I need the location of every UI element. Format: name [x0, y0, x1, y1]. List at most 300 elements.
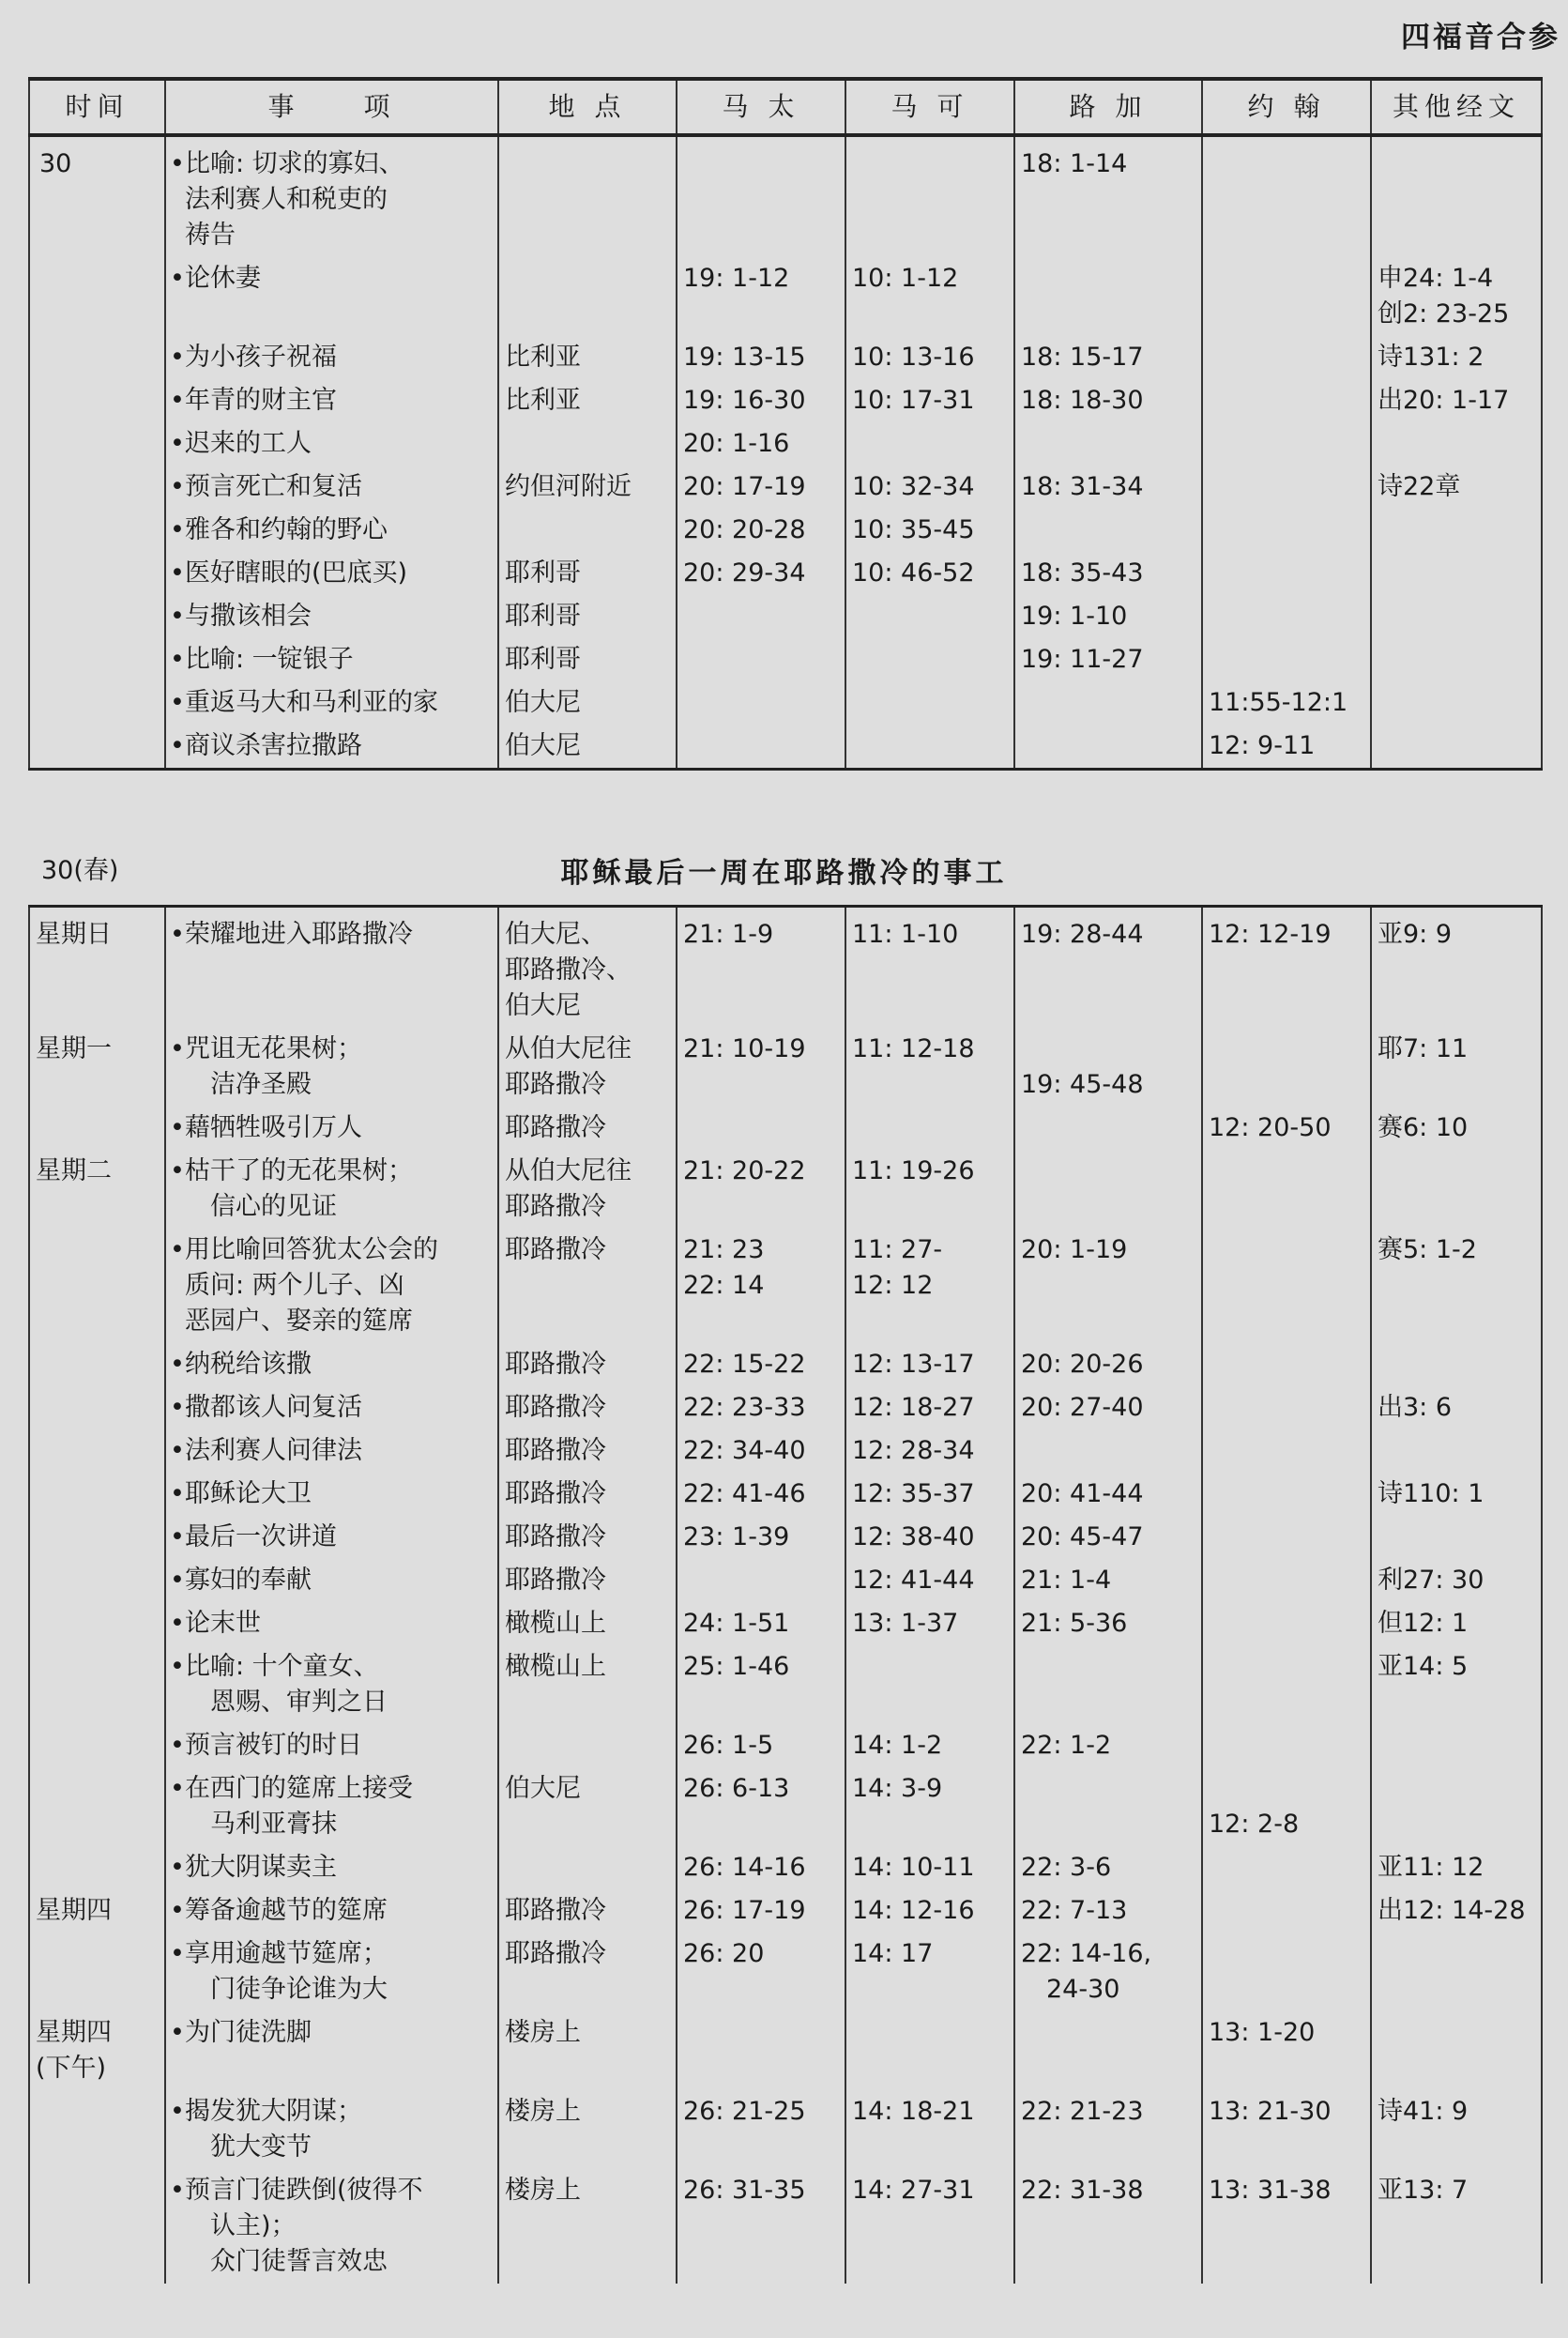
event-text: 撒都该人问复活 [185, 1393, 362, 1422]
other-cell [1371, 1150, 1542, 1229]
matthew-cell-text [683, 2011, 839, 2019]
mark-cell [845, 1028, 1014, 1107]
luke-cell [1014, 379, 1202, 422]
matthew-cell-text: 20: 20-28 [683, 515, 806, 544]
matthew-cell-text: 22: 23-33 [683, 1393, 806, 1422]
time-cell [29, 2169, 165, 2284]
place-cell-text: 耶路撒冷 [505, 1393, 606, 1422]
other-cell [1371, 1107, 1542, 1150]
time-cell [29, 1559, 165, 1602]
john-cell-text: 13: 1-20 [1209, 2018, 1316, 2047]
table-row [29, 1724, 1542, 1767]
event-cell [165, 1229, 498, 1343]
time-cell [29, 1028, 165, 1107]
luke-cell-text: 21: 1-4 [1021, 1566, 1112, 1595]
event-cell [165, 422, 498, 466]
time-cell-text [36, 1429, 159, 1437]
mark-cell-text: 10: 32-34 [852, 472, 975, 501]
bullet-icon: • [170, 2176, 185, 2205]
mark-cell [845, 1429, 1014, 1473]
place-cell-text: 耶利哥 [505, 645, 581, 674]
time-cell [29, 1107, 165, 1150]
mark-cell-text: 14: 12-16 [852, 1896, 975, 1925]
event-text: 与撒该相会 [185, 602, 312, 631]
table-header-row [29, 79, 1542, 135]
other-cell-text: 耶7: 11 [1378, 1034, 1469, 1063]
matthew-cell [677, 422, 845, 466]
other-cell [1371, 552, 1542, 595]
other-cell [1371, 509, 1542, 552]
bullet-icon: • [170, 1566, 185, 1595]
john-cell [1202, 336, 1371, 379]
mark-cell [845, 552, 1014, 595]
matthew-cell-text: 19: 1-12 [683, 264, 790, 293]
john-cell-text: 12: 12-19 [1209, 920, 1332, 949]
john-cell-text: 13: 31-38 [1209, 2176, 1332, 2205]
other-cell [1371, 1028, 1542, 1107]
john-cell-text [1209, 379, 1364, 387]
event-cell [165, 1724, 498, 1767]
bullet-icon: • [170, 1350, 185, 1379]
time-cell [29, 1933, 165, 2011]
john-cell-text [1209, 1473, 1364, 1480]
event-text: 预言被钉的时日 [185, 1731, 362, 1760]
time-cell-text [36, 1559, 159, 1566]
mark-cell [845, 1107, 1014, 1150]
other-cell-text: 亚13: 7 [1378, 2176, 1469, 2205]
luke-cell-text: 18: 35-43 [1021, 558, 1144, 588]
table-row [29, 1343, 1542, 1386]
place-cell [498, 1889, 677, 1933]
matthew-cell [677, 336, 845, 379]
mark-cell [845, 1645, 1014, 1724]
table-row [29, 552, 1542, 595]
mark-cell [845, 135, 1014, 257]
event-text: 筹备逾越节的筵席 [185, 1896, 388, 1925]
luke-cell [1014, 257, 1202, 336]
mark-cell-text: 10: 13-16 [852, 343, 975, 372]
place-cell [498, 2090, 677, 2169]
john-cell-text [1209, 1602, 1364, 1610]
table-row [29, 1229, 1542, 1343]
luke-cell-text [1021, 422, 1195, 430]
john-cell [1202, 1429, 1371, 1473]
mark-cell [845, 466, 1014, 509]
mark-cell-text: 14: 3-9 [852, 1774, 943, 1803]
place-cell [498, 1645, 677, 1724]
other-cell-text: 诗41: 9 [1378, 2097, 1469, 2126]
time-cell-text: 星期二 [36, 1156, 112, 1185]
place-cell [498, 379, 677, 422]
matthew-cell [677, 509, 845, 552]
mark-cell-text: 12: 13-17 [852, 1350, 975, 1379]
other-cell [1371, 1767, 1542, 1846]
bullet-icon: • [170, 1731, 185, 1760]
luke-cell [1014, 1767, 1202, 1846]
other-cell [1371, 1386, 1542, 1429]
luke-cell-text [1021, 509, 1195, 516]
luke-cell [1014, 552, 1202, 595]
matthew-cell-text: 24: 1-51 [683, 1609, 790, 1638]
john-cell [1202, 1933, 1371, 2011]
mark-cell-text [852, 1645, 1008, 1653]
time-cell-text [36, 1229, 159, 1236]
event-text: 为门徒洗脚 [185, 2018, 312, 2047]
mark-cell [845, 638, 1014, 681]
mark-cell [845, 1343, 1014, 1386]
luke-cell [1014, 638, 1202, 681]
john-cell-text [1209, 257, 1364, 265]
john-cell-text [1209, 552, 1364, 559]
john-cell [1202, 2169, 1371, 2284]
mark-cell [845, 1933, 1014, 2011]
place-cell [498, 1028, 677, 1107]
matthew-cell [677, 1386, 845, 1429]
luke-cell [1014, 1229, 1202, 1343]
mark-cell-text: 14: 1-2 [852, 1731, 943, 1760]
mark-cell [845, 1150, 1014, 1229]
mark-cell [845, 509, 1014, 552]
matthew-cell [677, 1645, 845, 1724]
matthew-cell [677, 2090, 845, 2169]
john-cell-text: 13: 21-30 [1209, 2097, 1332, 2126]
mark-cell-text [852, 422, 1008, 430]
mark-cell-text: 14: 27-31 [852, 2176, 975, 2205]
luke-cell [1014, 1473, 1202, 1516]
time-cell-text [36, 1107, 159, 1114]
matthew-cell [677, 907, 845, 1029]
other-cell [1371, 1559, 1542, 1602]
john-cell [1202, 1473, 1371, 1516]
event-cell [165, 336, 498, 379]
matthew-cell [677, 1229, 845, 1343]
other-cell-text: 亚14: 5 [1378, 1652, 1469, 1681]
bullet-icon: • [170, 1853, 185, 1882]
john-cell [1202, 1846, 1371, 1889]
john-cell-text [1209, 1343, 1364, 1351]
table-row [29, 2011, 1542, 2090]
event-text: 最后一次讲道 [185, 1522, 337, 1551]
luke-cell-text: 18: 31-34 [1021, 472, 1144, 501]
other-cell-text [1378, 2011, 1535, 2019]
matthew-cell [677, 1516, 845, 1559]
time-cell: 30 [29, 135, 165, 257]
table-row [29, 681, 1542, 725]
luke-cell [1014, 1107, 1202, 1150]
matthew-cell-text: 26: 20 [683, 1939, 765, 1968]
john-cell [1202, 638, 1371, 681]
john-cell-text [1209, 1846, 1364, 1854]
matthew-cell [677, 1933, 845, 2011]
table-row [29, 1602, 1542, 1645]
john-cell-text [1209, 422, 1364, 430]
luke-cell [1014, 907, 1202, 1029]
john-cell [1202, 552, 1371, 595]
event-cell [165, 2169, 498, 2284]
place-cell-text: 比利亚 [505, 386, 581, 415]
table-row [29, 1473, 1542, 1516]
table-row [29, 1933, 1542, 2011]
place-cell-text: 橄榄山上 [505, 1652, 606, 1681]
mark-cell [845, 725, 1014, 770]
luke-cell-text [1021, 1107, 1195, 1114]
table-row [29, 638, 1542, 681]
john-cell [1202, 135, 1371, 257]
event-text: 犹大阴谋卖主 [185, 1853, 337, 1882]
event-text: 比喻: 一锭银子 [185, 645, 354, 674]
matthew-cell [677, 1343, 845, 1386]
place-cell-text: 耶路撒冷 [505, 1113, 606, 1142]
event-cell [165, 1516, 498, 1559]
luke-cell-text [1021, 725, 1195, 732]
place-cell [498, 552, 677, 595]
john-cell-text [1209, 1028, 1364, 1035]
event-cell [165, 1846, 498, 1889]
event-cell [165, 2090, 498, 2169]
mark-cell [845, 1559, 1014, 1602]
other-cell [1371, 1229, 1542, 1343]
event-cell [165, 1559, 498, 1602]
john-cell [1202, 466, 1371, 509]
time-cell [29, 257, 165, 336]
matthew-cell [677, 1767, 845, 1846]
luke-cell [1014, 2090, 1202, 2169]
table-row [29, 1516, 1542, 1559]
matthew-cell-text: 26: 14-16 [683, 1853, 806, 1882]
luke-cell [1014, 1645, 1202, 1724]
event-text: 法利赛人问律法 [185, 1436, 362, 1465]
john-cell [1202, 1602, 1371, 1645]
bullet-icon: • [170, 1652, 185, 1681]
event-text: 比喻: 切求的寡妇、 法利赛人和税吏的 祷告 [185, 149, 404, 250]
header-time: 时间 [29, 79, 165, 135]
time-cell-text [36, 1846, 159, 1854]
luke-cell [1014, 1846, 1202, 1889]
luke-cell-text: 22: 21-23 [1021, 2097, 1144, 2126]
bullet-icon: • [170, 1156, 185, 1185]
mark-cell [845, 2169, 1014, 2284]
other-cell [1371, 638, 1542, 681]
mark-cell-text: 13: 1-37 [852, 1609, 959, 1638]
event-cell [165, 509, 498, 552]
place-cell [498, 2011, 677, 2090]
place-cell-text: 比利亚 [505, 343, 581, 372]
place-cell-text: 耶利哥 [505, 558, 581, 588]
time-cell-text [36, 1386, 159, 1394]
time-cell-text: 星期四 [36, 1896, 112, 1925]
matthew-cell-text: 26: 6-13 [683, 1774, 790, 1803]
john-cell [1202, 1150, 1371, 1229]
other-cell [1371, 1602, 1542, 1645]
other-cell [1371, 466, 1542, 509]
other-cell-text: 出12: 14-28 [1378, 1896, 1526, 1925]
matthew-cell-text: 20: 17-19 [683, 472, 806, 501]
place-cell-text [505, 422, 670, 430]
bullet-icon: • [170, 558, 185, 588]
event-cell [165, 1933, 498, 2011]
luke-cell [1014, 135, 1202, 257]
table-row [29, 2169, 1542, 2284]
bullet-icon: • [170, 429, 185, 458]
john-cell-text [1209, 1229, 1364, 1236]
event-cell [165, 379, 498, 422]
bullet-icon: • [170, 1522, 185, 1551]
luke-cell-text: 20: 41-44 [1021, 1479, 1144, 1508]
matthew-cell [677, 681, 845, 725]
matthew-cell-text: 21: 10-19 [683, 1034, 806, 1063]
matthew-cell-text: 21: 23 22: 14 [683, 1235, 765, 1300]
luke-cell [1014, 725, 1202, 770]
luke-cell [1014, 1559, 1202, 1602]
other-cell-text [1378, 725, 1535, 732]
place-cell-text: 耶路撒冷 [505, 1235, 606, 1264]
table-row [29, 1846, 1542, 1889]
luke-cell-text: 20: 45-47 [1021, 1522, 1144, 1551]
event-text: 比喻: 十个童女、 恩赐、审判之日 [185, 1652, 388, 1717]
mark-cell [845, 1473, 1014, 1516]
place-cell-text: 耶利哥 [505, 602, 581, 631]
other-cell [1371, 907, 1542, 1029]
luke-cell-text: 18: 18-30 [1021, 386, 1144, 415]
mark-cell-text [852, 681, 1008, 689]
matthew-cell [677, 552, 845, 595]
place-cell [498, 1846, 677, 1889]
place-cell-text: 楼房上 [505, 2097, 581, 2126]
matthew-cell-text: 19: 13-15 [683, 343, 806, 372]
event-text: 纳税给该撒 [185, 1350, 312, 1379]
event-cell [165, 1429, 498, 1473]
bullet-icon: • [170, 2018, 185, 2047]
event-cell [165, 552, 498, 595]
event-cell [165, 1602, 498, 1645]
place-cell [498, 1559, 677, 1602]
bullet-icon: • [170, 1393, 185, 1422]
table-row [29, 595, 1542, 638]
mark-cell-text [852, 725, 1008, 732]
header-place: 地 点 [498, 79, 677, 135]
other-cell-text [1378, 1933, 1535, 1940]
event-text: 寡妇的奉献 [185, 1566, 312, 1595]
time-cell [29, 1602, 165, 1645]
luke-cell [1014, 509, 1202, 552]
luke-cell [1014, 1386, 1202, 1429]
luke-cell-text: 22: 7-13 [1021, 1896, 1128, 1925]
time-cell [29, 1724, 165, 1767]
table-row [29, 379, 1542, 422]
matthew-cell [677, 379, 845, 422]
place-cell-text [505, 257, 670, 265]
mark-cell [845, 336, 1014, 379]
john-cell-text: 12: 20-50 [1209, 1113, 1332, 1142]
event-cell [165, 257, 498, 336]
time-cell-text [36, 1724, 159, 1732]
place-cell-text: 伯大尼、 耶路撒冷、 伯大尼 [505, 920, 632, 1020]
event-text: 预言门徒跌倒(彼得不 认主)； 众门徒誓言效忠 [185, 2176, 423, 2276]
table-row [29, 336, 1542, 379]
other-cell-text [1378, 638, 1535, 646]
other-cell-text [1378, 681, 1535, 689]
place-cell-text: 楼房上 [505, 2018, 581, 2047]
place-cell [498, 638, 677, 681]
place-cell-text: 橄榄山上 [505, 1609, 606, 1638]
event-cell [165, 1107, 498, 1150]
john-cell-text [1209, 1516, 1364, 1523]
other-cell [1371, 1343, 1542, 1386]
mark-cell-text [852, 143, 1008, 150]
luke-cell [1014, 422, 1202, 466]
matthew-cell [677, 1028, 845, 1107]
time-cell [29, 1229, 165, 1343]
matthew-cell [677, 2011, 845, 2090]
john-cell-text [1209, 1889, 1364, 1897]
bullet-icon: • [170, 1436, 185, 1465]
time-cell [29, 379, 165, 422]
event-text: 藉牺牲吸引万人 [185, 1113, 362, 1142]
john-cell [1202, 422, 1371, 466]
matthew-cell [677, 1107, 845, 1150]
header-other: 其他经文 [1371, 79, 1542, 135]
table-row [29, 509, 1542, 552]
event-cell [165, 1889, 498, 1933]
luke-cell-text: 19: 1-10 [1021, 602, 1128, 631]
table-row [29, 1429, 1542, 1473]
place-cell [498, 1473, 677, 1516]
luke-cell [1014, 681, 1202, 725]
table-row [29, 907, 1542, 1029]
place-cell-text [505, 1724, 670, 1732]
mark-cell [845, 257, 1014, 336]
john-cell-text [1209, 1429, 1364, 1437]
other-cell-text [1378, 509, 1535, 516]
matthew-cell [677, 1846, 845, 1889]
bullet-icon: • [170, 1939, 185, 1968]
matthew-cell [677, 725, 845, 770]
place-cell-text: 耶路撒冷 [505, 1522, 606, 1551]
matthew-cell [677, 2169, 845, 2284]
bullet-icon: • [170, 602, 185, 631]
bullet-icon: • [170, 645, 185, 674]
header-luke: 路 加 [1014, 79, 1202, 135]
other-cell [1371, 1516, 1542, 1559]
other-cell [1371, 1846, 1542, 1889]
event-text: 论休妻 [185, 264, 261, 293]
event-text: 享用逾越节筵席； 门徒争论谁为大 [185, 1939, 388, 2004]
other-cell-text: 诗110: 1 [1378, 1479, 1484, 1508]
mark-cell-text [852, 638, 1008, 646]
place-cell [498, 1724, 677, 1767]
other-cell-text [1378, 595, 1535, 603]
john-cell [1202, 1343, 1371, 1386]
place-cell [498, 1150, 677, 1229]
matthew-cell [677, 1724, 845, 1767]
table-row [29, 1150, 1542, 1229]
matthew-cell-text [683, 1107, 839, 1114]
place-cell-text [505, 509, 670, 516]
john-cell-text [1209, 466, 1364, 473]
matthew-cell-text: 23: 1-39 [683, 1522, 790, 1551]
event-cell [165, 1028, 498, 1107]
other-cell [1371, 595, 1542, 638]
header-matthew: 马 太 [677, 79, 845, 135]
chronology-table-2 [28, 905, 1543, 2284]
place-cell [498, 135, 677, 257]
time-cell [29, 1473, 165, 1516]
time-cell [29, 1516, 165, 1559]
luke-cell [1014, 2169, 1202, 2284]
matthew-cell-text: 26: 31-35 [683, 2176, 806, 2205]
luke-cell-text: 22: 1-2 [1021, 1731, 1112, 1760]
mark-cell [845, 1889, 1014, 1933]
